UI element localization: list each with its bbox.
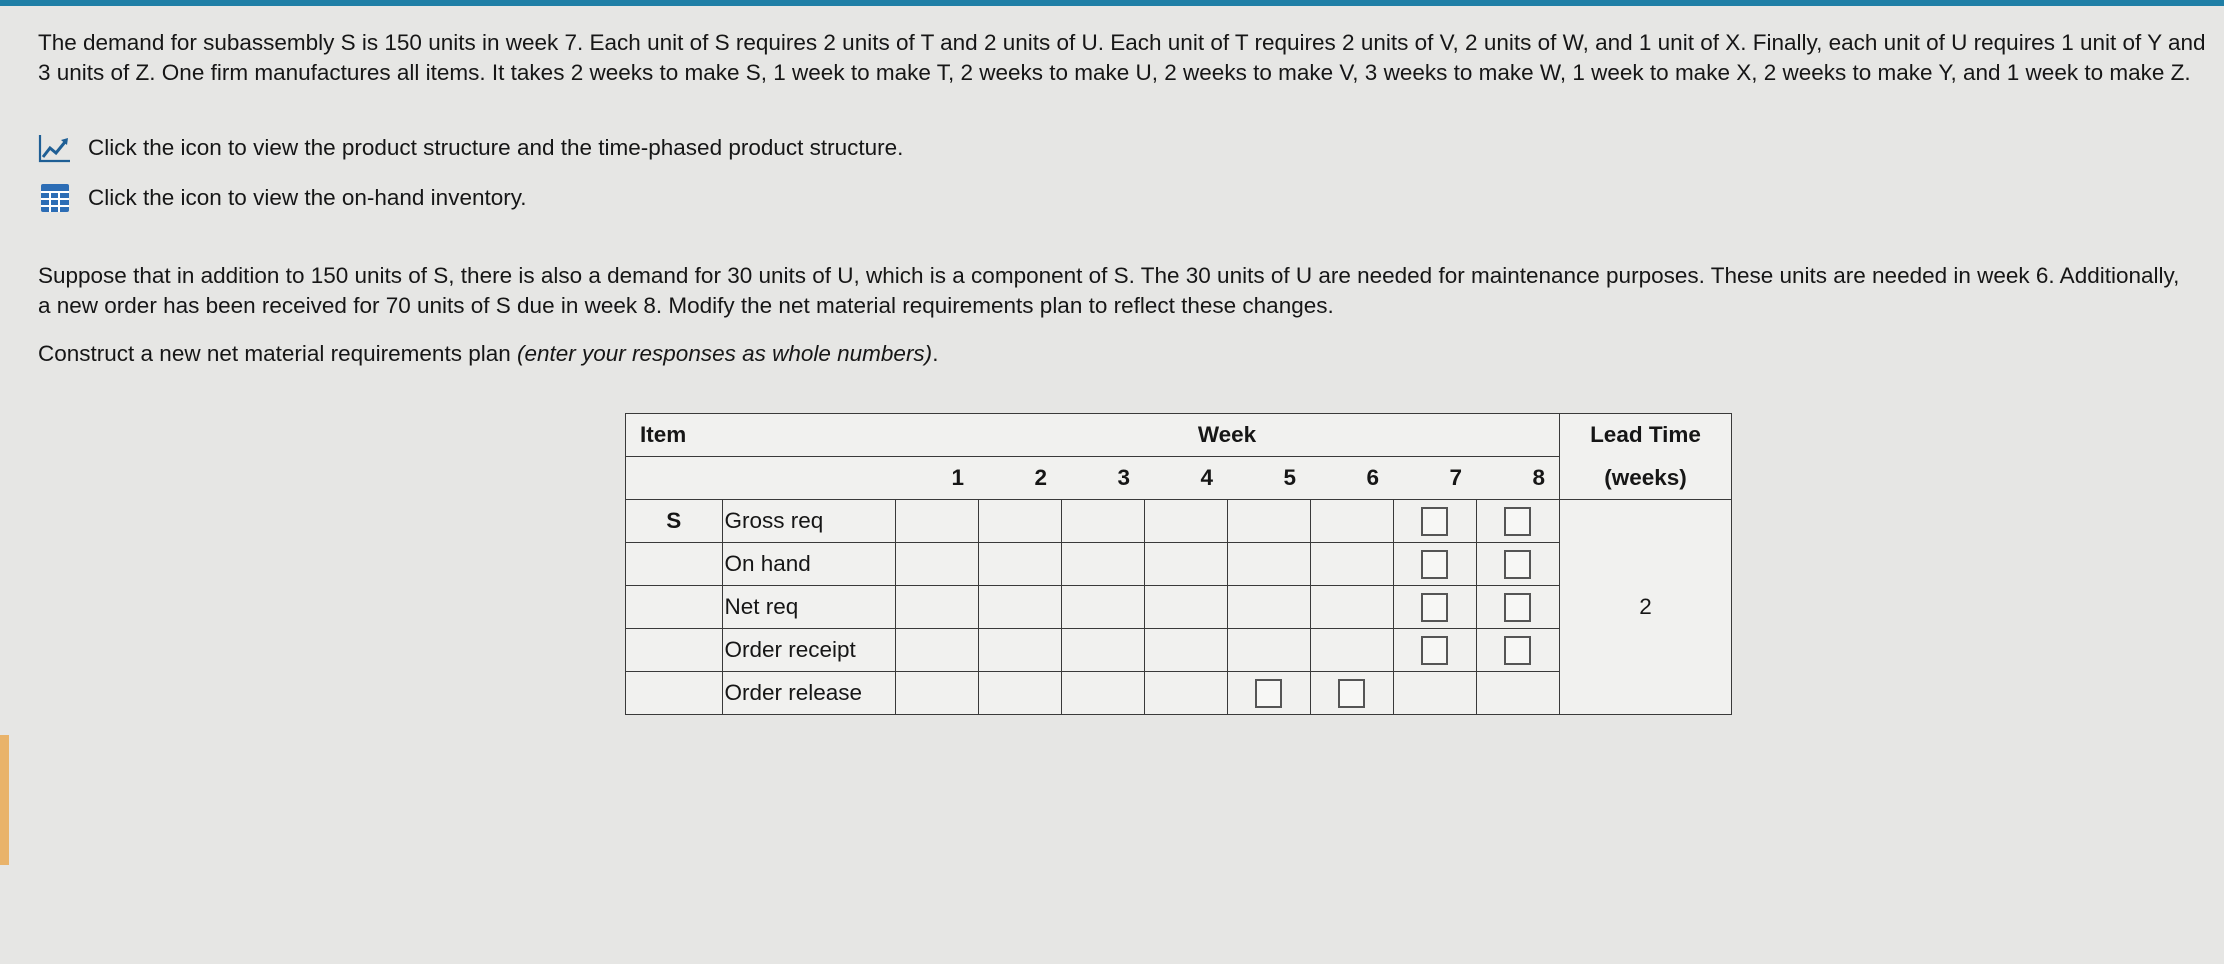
cell	[1476, 500, 1560, 543]
product-structure-link-row	[38, 123, 2198, 173]
instruction-text	[38, 339, 2198, 369]
mrp-table	[625, 413, 1732, 715]
cell	[1227, 586, 1310, 629]
cell	[1144, 672, 1227, 715]
cell	[1310, 586, 1393, 629]
header-lead-time: Lead Time	[1560, 414, 1732, 457]
cell	[1393, 629, 1476, 672]
cell	[895, 672, 978, 715]
cell	[1061, 629, 1144, 672]
header-row-2	[626, 457, 1732, 500]
week-1-header: 1	[895, 457, 978, 500]
cell	[978, 629, 1061, 672]
cell	[895, 500, 978, 543]
net-req-week-7-input[interactable]	[1421, 593, 1448, 622]
header-blank	[626, 457, 723, 500]
week-7-header: 7	[1393, 457, 1476, 500]
week-3-header: 3	[1061, 457, 1144, 500]
cell	[1144, 586, 1227, 629]
header-lead-time-unit: (weeks)	[1560, 457, 1732, 500]
cell	[1393, 543, 1476, 586]
item-cell-empty	[626, 629, 723, 672]
row-label-on-hand: On hand	[722, 543, 895, 586]
order-receipt-week-7-input[interactable]	[1421, 636, 1448, 665]
cell	[1061, 586, 1144, 629]
cell	[1227, 500, 1310, 543]
cell	[978, 672, 1061, 715]
left-side-tab	[0, 735, 9, 865]
cell	[1144, 500, 1227, 543]
cell	[1144, 543, 1227, 586]
cell	[1061, 500, 1144, 543]
cell	[1476, 586, 1560, 629]
question-content	[38, 28, 2206, 369]
on-hand-week-8-input[interactable]	[1504, 550, 1531, 579]
cell	[1227, 672, 1310, 715]
item-cell-empty	[626, 586, 723, 629]
resource-links	[38, 123, 2198, 223]
week-6-header: 6	[1310, 457, 1393, 500]
cell	[1061, 543, 1144, 586]
row-label-order-release: Order release	[722, 672, 895, 715]
item-cell-empty	[626, 672, 723, 715]
header-spacer	[722, 414, 895, 457]
cell	[978, 543, 1061, 586]
cell	[895, 586, 978, 629]
on-hand-week-7-input[interactable]	[1421, 550, 1448, 579]
order-release-week-5-input[interactable]	[1255, 679, 1282, 708]
item-name: S	[626, 500, 723, 543]
row-label-order-receipt: Order receipt	[722, 629, 895, 672]
cell	[895, 543, 978, 586]
cell	[1393, 500, 1476, 543]
scenario-text: Suppose that in addition to 150 units of S, there is also a demand for 30 units of U, which is a component of S. The 30 units of U are needed for maintenance purposes. These units are needed in week 6. Additionally, a new order has been received for 70 units of S due in week 8. Modify the net material requirements plan to reflect these changes.	[38, 263, 2180, 318]
header-blank-2	[722, 457, 895, 500]
inventory-link-text[interactable]: Click the icon to view the on-hand inventory.	[88, 185, 527, 210]
cell	[1393, 586, 1476, 629]
item-cell-empty	[626, 543, 723, 586]
week-5-header: 5	[1227, 457, 1310, 500]
week-4-header: 4	[1144, 457, 1227, 500]
gross-req-week-8-input[interactable]	[1504, 507, 1531, 536]
week-2-header: 2	[978, 457, 1061, 500]
cell	[1476, 629, 1560, 672]
cell	[1227, 543, 1310, 586]
line-chart-icon[interactable]	[38, 131, 72, 165]
cell	[1310, 543, 1393, 586]
cell	[1061, 672, 1144, 715]
row-label-gross-req: Gross req	[722, 500, 895, 543]
product-structure-link-text[interactable]: Click the icon to view the product structure and the time-phased product structure.	[88, 135, 904, 160]
week-8-header: 8	[1476, 457, 1560, 500]
table-grid-icon[interactable]	[38, 181, 72, 215]
row-label-net-req: Net req	[722, 586, 895, 629]
inventory-link-row	[38, 173, 2198, 223]
cell	[978, 500, 1061, 543]
order-receipt-week-8-input[interactable]	[1504, 636, 1531, 665]
instruction-italic: (enter your responses as whole numbers)	[516, 341, 933, 366]
cell	[1227, 629, 1310, 672]
top-accent-bar	[0, 0, 2224, 6]
cell	[1393, 672, 1476, 715]
net-req-week-8-input[interactable]	[1504, 593, 1531, 622]
header-row-1	[626, 414, 1732, 457]
lead-time-value: 2	[1560, 500, 1732, 715]
gross-req-week-7-input[interactable]	[1421, 507, 1448, 536]
order-release-week-6-input[interactable]	[1338, 679, 1365, 708]
table-row	[626, 500, 1732, 543]
cell	[978, 586, 1061, 629]
problem-intro: The demand for subassembly S is 150 units in week 7. Each unit of S requires 2 units of T and 2 units of U. Each unit of T requires 2 units of V, 2 units of W, and 1 unit of X. Finally, each unit of U requires 1 unit of Y and 3 units of Z. One firm manufactures all items. It takes 2 weeks to make S, 1 week to make T, 2 weeks to make U, 2 weeks to make V, 3 weeks to make W, 1 week to make X, 2 weeks to make Y, and 1 week to make Z.	[38, 30, 2206, 85]
cell	[1476, 543, 1560, 586]
cell	[895, 629, 978, 672]
cell	[1310, 672, 1393, 715]
cell	[1310, 629, 1393, 672]
instruction-main: Construct a new net material requirements plan	[38, 341, 517, 366]
cell	[1310, 500, 1393, 543]
header-item: Item	[626, 414, 723, 457]
header-week: Week	[895, 414, 1560, 457]
cell	[1144, 629, 1227, 672]
cell	[1476, 672, 1560, 715]
instruction-end: .	[932, 341, 939, 366]
